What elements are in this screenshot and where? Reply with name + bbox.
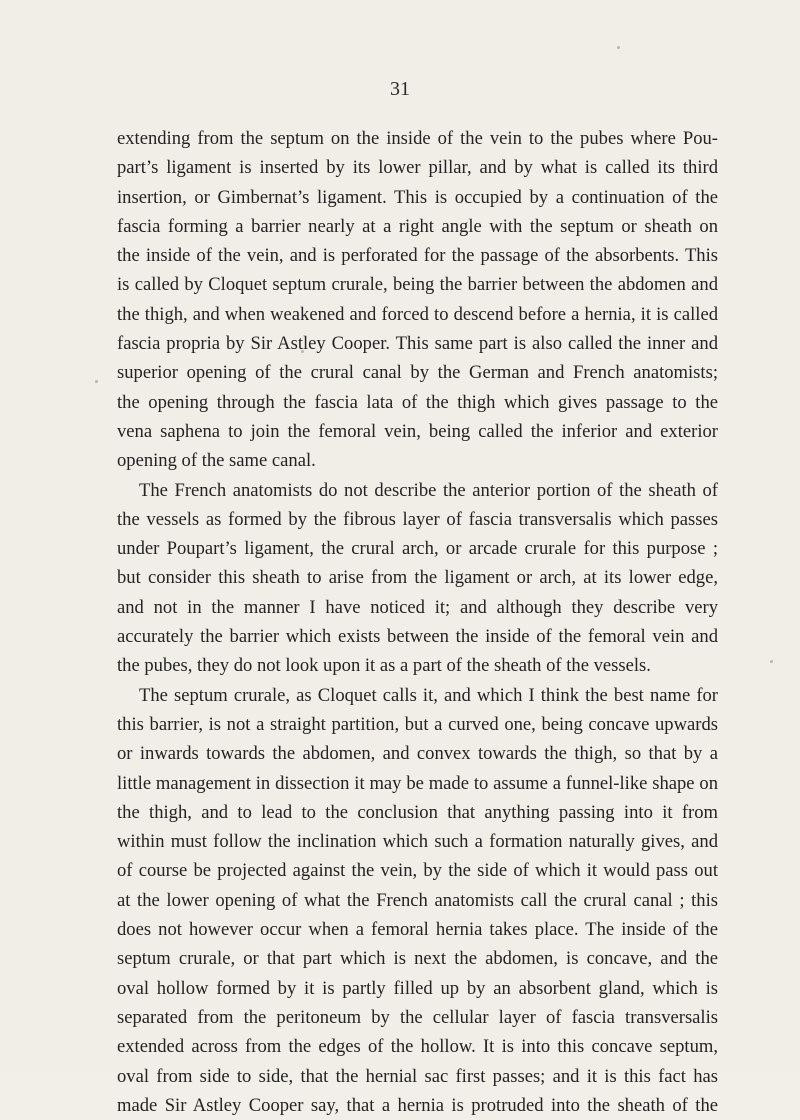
text-line: at the lower opening of what the French anatomists call the crural canal ; this <box>117 889 718 911</box>
text-line: separated from the peritoneum by the cellular layer of fascia transversalis <box>117 1006 718 1028</box>
text-line: insertion, or Gimbernat’s ligament. This is occupied by a continuation of the <box>117 186 718 208</box>
text-line: oval hollow formed by it is partly filled up by an absorbent gland, which is <box>117 977 718 999</box>
text-line: the thigh, and when weakened and forced to descend before a hernia, it is called <box>117 303 718 325</box>
paragraph-1 <box>117 124 718 476</box>
ink-speck <box>617 46 620 49</box>
text-line: and not in the manner I have noticed it; and although they describe very <box>117 596 718 618</box>
page-number: 31 <box>390 78 410 100</box>
text-line: made Sir Astley Cooper say, that a hernia is protruded into the sheath of the <box>117 1094 718 1116</box>
text-line: this barrier, is not a straight partition, but a curved one, being concave upwards <box>117 713 718 735</box>
ink-speck <box>770 660 773 663</box>
ink-speck <box>95 380 98 383</box>
text-line: of course be projected against the vein, by the side of which it would pass out <box>117 860 718 882</box>
text-line: does not however occur when a femoral hernia takes place. The inside of the <box>117 919 718 941</box>
text-line: extending from the septum on the inside of the vein to the pubes where Pou- <box>117 128 718 149</box>
text-line: vena saphena to join the femoral vein, being called the inferior and exterior <box>117 420 718 442</box>
body-text <box>117 124 718 1120</box>
text-line: but consider this sheath to arise from the ligament or arch, at its lower edge, <box>117 567 718 589</box>
text-line: septum crurale, or that part which is next the abdomen, is concave, and the <box>117 948 718 970</box>
text-line: within must follow the inclination which such a formation naturally gives, and <box>117 831 718 853</box>
text-line: the vessels as formed by the fibrous layer of fascia transversalis which passes <box>117 508 718 530</box>
text-line: accurately the barrier which exists between the inside of the femoral vein and <box>117 626 718 648</box>
text-line: superior opening of the crural canal by the German and French anatomists; <box>117 362 718 384</box>
text-line: the pubes, they do not look upon it as a part of the sheath of the vessels. <box>117 655 651 677</box>
paragraph-3 <box>117 681 718 1120</box>
text-line: extended across from the edges of the hollow. It is into this concave septum, <box>117 1036 718 1058</box>
text-line: The septum crurale, as Cloquet calls it, and which I think the best name for <box>139 684 718 706</box>
text-line: opening of the same canal. <box>117 450 316 472</box>
paragraph-2 <box>117 476 718 681</box>
text-line: fascia propria by Sir Astley Cooper. This same part is also called the inner and <box>117 333 718 355</box>
text-line: fascia forming a barrier nearly at a right angle with the septum or sheath on <box>117 215 718 237</box>
text-line: is called by Cloquet septum crurale, being the barrier between the abdomen and <box>117 274 718 296</box>
text-line: the thigh, and to lead to the conclusion that anything passing into it from <box>117 801 718 823</box>
text-line: the inside of the vein, and is perforated for the passage of the absorbents. This <box>117 245 718 267</box>
text-line: the opening through the fascia lata of the thigh which gives passage to the <box>117 391 718 413</box>
text-line: oval from side to side, that the hernial sac first passes; and it is this fact has <box>117 1065 718 1087</box>
text-line: little management in dissection it may be made to assume a funnel-like shape on <box>117 772 718 794</box>
text-line: The French anatomists do not describe the anterior portion of the sheath of <box>139 479 718 501</box>
text-line: or inwards towards the abdomen, and convex towards the thigh, so that by a <box>117 743 718 765</box>
text-line: under Poupart’s ligament, the crural arch, or arcade crurale for this purpose ; <box>117 538 718 560</box>
text-line: part’s ligament is inserted by its lower pillar, and by what is called its third <box>117 157 718 179</box>
